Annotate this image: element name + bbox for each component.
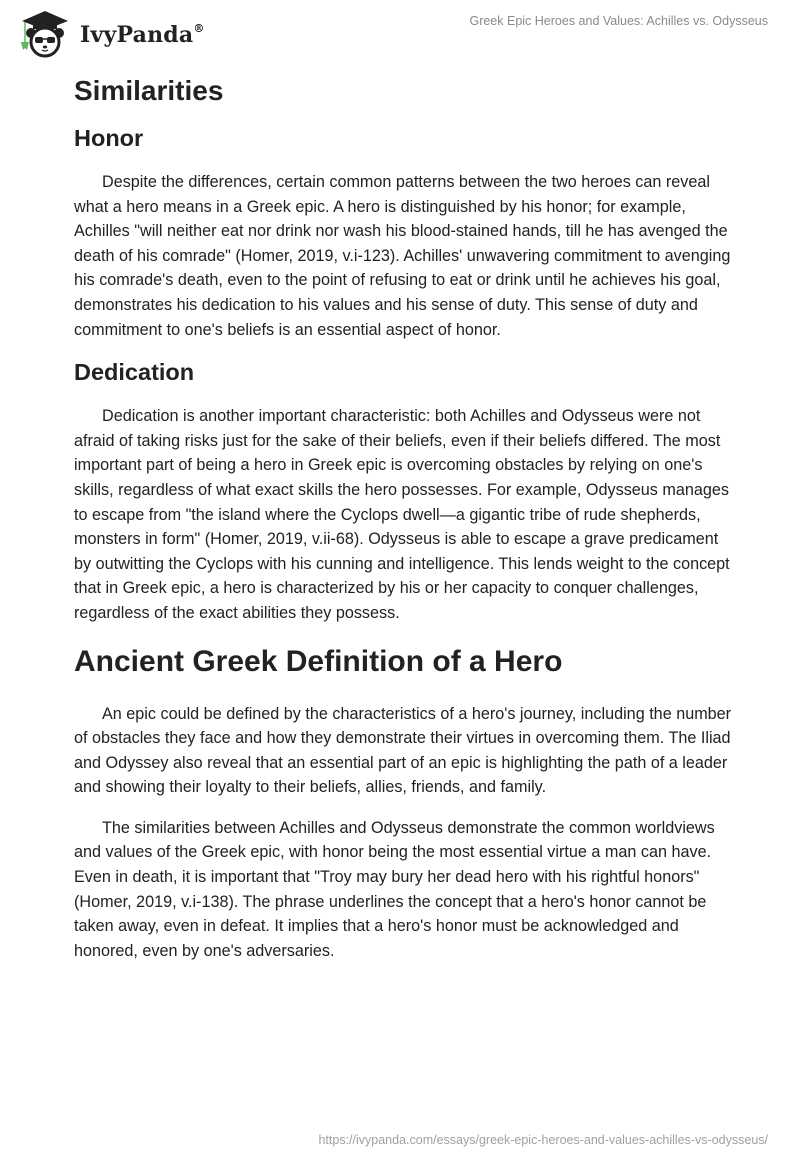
subsection-heading-dedication: Dedication: [74, 359, 195, 386]
ivypanda-logo[interactable]: [16, 8, 205, 58]
panda-graduate-icon: [16, 8, 74, 58]
subsection-heading-honor: Honor: [74, 125, 144, 151]
logo-text: IvyPanda®: [80, 21, 205, 48]
paragraph-epic-definition: An epic could be defined by the characteristics of a hero's journey, including the number of obstacles they face and how they demonstrate their virtues in overcoming them. The Iliad and Odyssey also reveal that an essential part of an epic is highlighting the path of a leader and showing their loyalty to their beliefs, allies, friends, and family.: [74, 704, 732, 797]
document-title: Greek Epic Heroes and Values: Achilles vs. Odysseus: [469, 14, 768, 28]
paragraph-honor: Despite the differences, certain common patterns between the two heroes can reveal what a hero means in a Greek epic. A hero is distinguished by his honor; for example, Achilles "will neither eat nor drink nor wash his blood-stained hands, till he has avenged the death of his comrade" (Homer, 2019, v.i-123). Achilles' unwavering commitment to avenging his comrade's death, even to the point of refusing to eat or drink until he achieves his goal, demonstrates his dedication to his values and his sense of duty. This sense of duty and commitment to one's beliefs is an essential aspect of honor.: [74, 173, 731, 339]
section-heading-similarities: Similarities: [74, 75, 224, 106]
page-header: [0, 0, 800, 60]
section-heading-ancient-greek-hero: Ancient Greek Definition of a Hero: [74, 644, 563, 678]
source-url[interactable]: https://ivypanda.com/essays/greek-epic-heroes-and-values-achilles-vs-odysseus/: [318, 1133, 768, 1147]
paragraph-similarities-conclusion: The similarities between Achilles and Odysseus demonstrate the common worldviews and values of the Greek epic, with honor being the most essential virtue a man can have. Even in death, it is important that "Troy may bury her dead hero with his rightful honors" (Homer, 2019, v.i-138). The phrase underlines the concept that a hero's honor cannot be taken away, even in defeat. It implies that a hero's honor must be acknowledged and honored, even by one's adversaries.: [74, 818, 715, 960]
paragraph-dedication: Dedication is another important characteristic: both Achilles and Odysseus were not afraid of taking risks just for the sake of their beliefs, even if their beliefs differed. The most important part of being a hero in Greek epic is overcoming obstacles by relying on one's skills, regardless of what exact skills the hero possesses. For example, Odysseus manages to escape from "the island where the Cyclops dwell—a gigantic tribe of rude shepherds, monsters in form" (Homer, 2019, v.ii-68). Odysseus is able to escape a grave predicament by outwitting the Cyclops with his cunning and intelligence. This lends weight to the concept that in Greek epic, a hero is characterized by his or her capacity to conquer challenges, regardless of the exact abilities they possess.: [74, 407, 730, 622]
article-body: [74, 68, 734, 963]
